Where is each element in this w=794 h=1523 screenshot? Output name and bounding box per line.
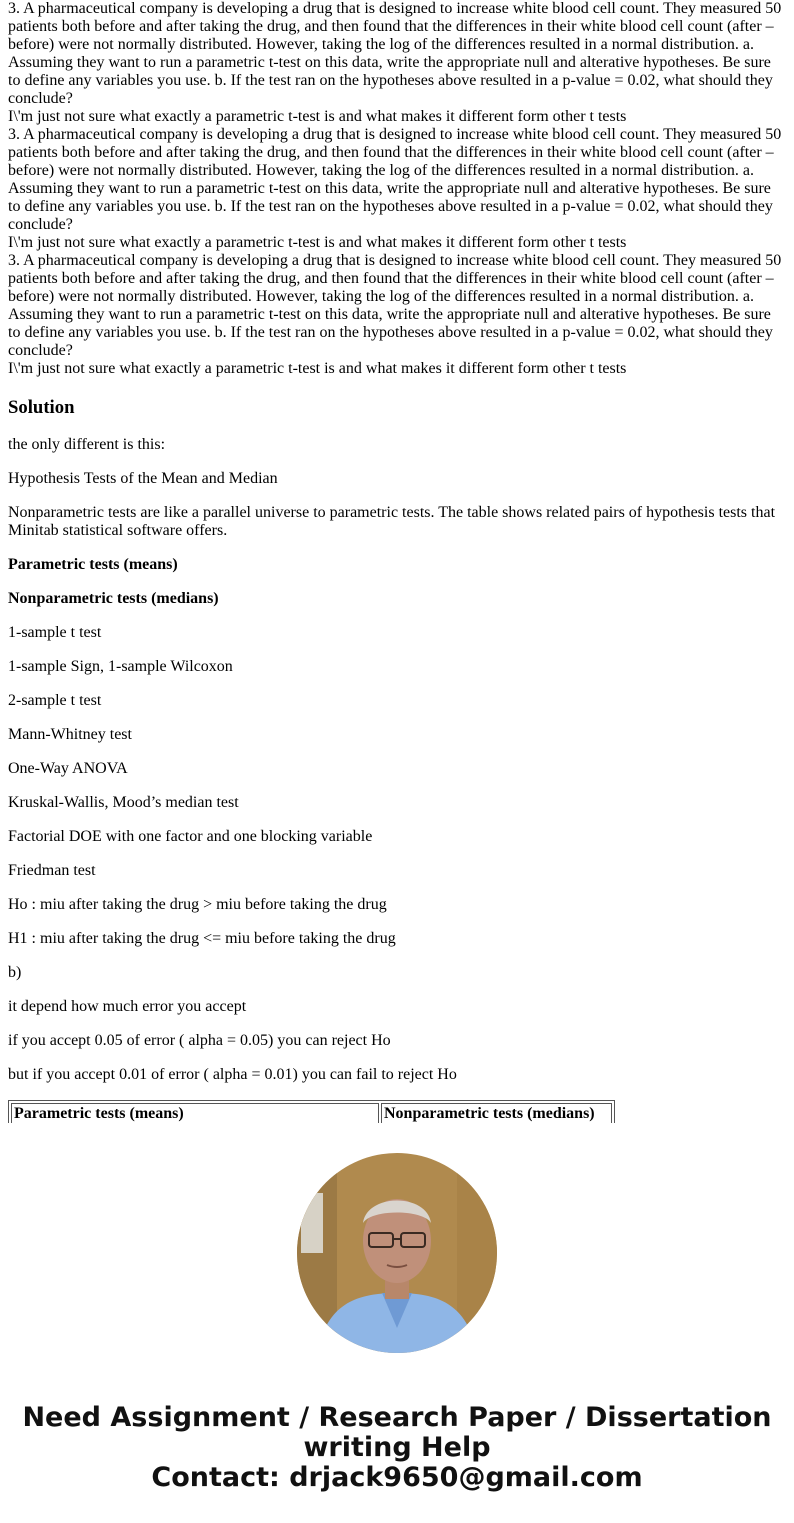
solution-paragraph: H1 : miu after taking the drug <= miu before taking the drug [8, 930, 396, 947]
promo-line: writing Help [303, 1432, 491, 1463]
solution-paragraph: Ho : miu after taking the drug > miu before taking the drug [8, 896, 387, 913]
avatar [297, 1153, 497, 1353]
solution-paragraph: 1-sample Sign, 1-sample Wilcoxon [8, 658, 233, 675]
solution-paragraph: if you accept 0.05 of error ( alpha = 0.05) you can reject Ho [8, 1032, 391, 1049]
contact-email: Contact: drjack9650@gmail.com [151, 1462, 643, 1493]
solution-paragraph: Hypothesis Tests of the Mean and Median [8, 470, 278, 487]
person-portrait-icon [297, 1153, 497, 1353]
promo-text [0, 1403, 794, 1493]
question-text: 3. A pharmaceutical company is developing a drug that is designed to increase white blood cell count. They measured 50 patients both before and after taking the drug, and then found that the differences in their white blood cell count (after – before) were not normally distributed. However, taking the log of the differences resulted in a normal distribution. a. Assuming they want to run a parametric t-test on this data, write the appropriate null and alterative hypotheses. Be sure to define any variables you use. b. If the test ran on the hypotheses above resulted in a p-value = 0.02, what should they conclude? [8, 126, 782, 233]
solution-paragraph: Kruskal-Wallis, Mood’s median test [8, 794, 239, 811]
question-note: I\'m just not sure what exactly a parametric t-test is and what makes it different form other t tests [8, 108, 627, 125]
solution-paragraph: but if you accept 0.01 of error ( alpha = 0.01) you can fail to reject Ho [8, 1066, 457, 1083]
solution-paragraph: One-Way ANOVA [8, 760, 128, 777]
solution-paragraph: Mann-Whitney test [8, 726, 132, 743]
table-header-cell: Parametric tests (means) [11, 1103, 379, 1123]
table-header-cell: Nonparametric tests (medians) [381, 1103, 612, 1123]
solution-paragraph: 2-sample t test [8, 692, 102, 709]
solution-paragraph: Friedman test [8, 862, 96, 879]
solution-paragraph: b) [8, 964, 22, 981]
question-note: I\'m just not sure what exactly a parametric t-test is and what makes it different form other t tests [8, 234, 627, 251]
solution-paragraph: it depend how much error you accept [8, 998, 247, 1015]
question-text: 3. A pharmaceutical company is developing a drug that is designed to increase white blood cell count. They measured 50 patients both before and after taking the drug, and then found that the differences in their white blood cell count (after – before) were not normally distributed. However, taking the log of the differences resulted in a normal distribution. a. Assuming they want to run a parametric t-test on this data, write the appropriate null and alterative hypotheses. Be sure to define any variables you use. b. If the test ran on the hypotheses above resulted in a p-value = 0.02, what should they conclude? [8, 252, 782, 359]
solution-heading: Solution [8, 397, 75, 418]
table-header-row [11, 1103, 612, 1123]
solution-paragraph: Parametric tests (means) [8, 556, 178, 573]
solution-paragraph: Factorial DOE with one factor and one blocking variable [8, 828, 373, 845]
comparison-table [8, 1100, 615, 1123]
solution-paragraph: Nonparametric tests are like a parallel universe to parametric tests. The table shows related pairs of hypothesis tests that Minitab statistical software offers. [8, 504, 776, 539]
question-text: 3. A pharmaceutical company is developing a drug that is designed to increase white blood cell count. They measured 50 patients both before and after taking the drug, and then found that the differences in their white blood cell count (after – before) were not normally distributed. However, taking the log of the differences resulted in a normal distribution. a. Assuming they want to run a parametric t-test on this data, write the appropriate null and alterative hypotheses. Be sure to define any variables you use. b. If the test ran on the hypotheses above resulted in a p-value = 0.02, what should they conclude? [8, 0, 782, 107]
solution-paragraph: the only different is this: [8, 436, 166, 453]
question-note: I\'m just not sure what exactly a parametric t-test is and what makes it different form other t tests [8, 360, 627, 377]
solution-paragraph: Nonparametric tests (medians) [8, 590, 219, 607]
solution-paragraph: 1-sample t test [8, 624, 102, 641]
promo-line: Need Assignment / Research Paper / Dissertation [22, 1402, 772, 1433]
promo-banner [0, 1123, 794, 1523]
